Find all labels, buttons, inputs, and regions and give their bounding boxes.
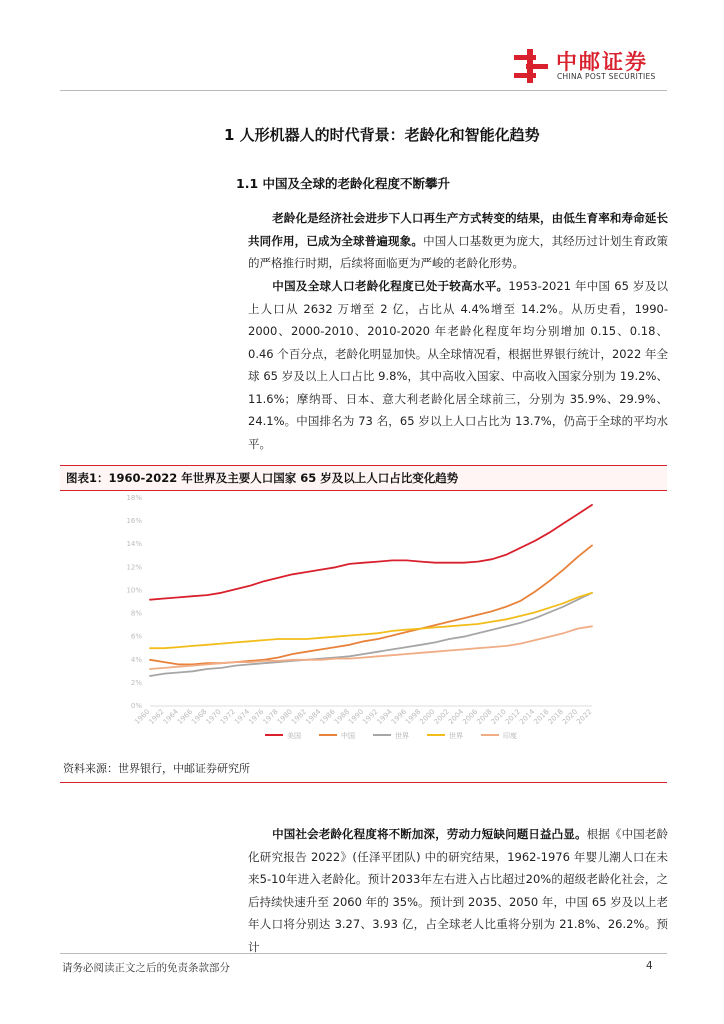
x-tick-label: 1966 [175, 707, 195, 727]
y-tick-label: 10% [126, 586, 142, 595]
footer-disclaimer: 请务必阅读正文之后的免责条款部分 [62, 962, 230, 974]
legend-label: 印度 [503, 732, 517, 740]
paragraph-body: 根据《中国老龄化研究报告 2022》(任泽平团队) 中的研究结果，1962-1976 年婴儿潮人口在未来5-10年进入老龄化。预计2033年左右进入占比超过20%的超级老龄化社会，之后持续快速升至 2060 年的 35%。预计到 2035、2050 年，中国 65 岁及以上老年人口将分别达 3.27、3.93 亿，占全球老人比重将分别为 21.8%、26.2%。预计 [248, 827, 669, 954]
x-tick-label: 2010 [489, 707, 508, 727]
x-tick-label: 1994 [375, 707, 394, 727]
x-tick-label: 1990 [347, 707, 366, 727]
legend-label: 美国 [287, 732, 301, 740]
paragraph-aging-forecast [248, 823, 668, 958]
aging-trend-line-chart [60, 490, 667, 748]
x-tick-label: 1986 [318, 707, 337, 727]
x-tick-label: 2016 [532, 707, 551, 727]
china-post-logo-icon [512, 47, 550, 85]
x-tick-label: 2000 [418, 707, 437, 727]
x-tick-label: 1964 [161, 707, 180, 727]
legend-label: 中国 [341, 732, 355, 740]
paragraph-lead: 中国及全球人口老龄化程度已处于较高水平。 [272, 279, 509, 293]
y-tick-label: 0% [130, 702, 142, 710]
x-tick-label: 1988 [332, 707, 352, 727]
paragraph-lead: 中国社会老龄化程度将不断加深，劳动力短缺问题日益凸显。 [272, 827, 587, 841]
x-tick-label: 1978 [261, 707, 280, 727]
paragraph-aging-level [248, 275, 668, 455]
x-tick-label: 1972 [218, 707, 237, 727]
x-tick-label: 1984 [304, 707, 323, 727]
x-tick-label: 1974 [232, 707, 252, 727]
x-tick-label: 2008 [475, 707, 494, 727]
x-tick-label: 2020 [560, 707, 580, 727]
x-tick-label: 1992 [361, 707, 380, 727]
source-divider [60, 782, 667, 783]
x-tick-label: 2004 [446, 707, 466, 727]
logo-text-cn: 中邮证券 [556, 50, 648, 74]
x-tick-label: 1998 [404, 707, 423, 727]
paragraph-body: 1953-2021 年中国 65 岁及以上人口从 2632 万增至 2 亿，占比从 4.4%增至 14.2%。从历史看，1990-2000、2000-2010、2010-2020 年老龄化程度年均分别增加 0.15、0.18、0.46 个百分点，老龄化明显加快。从全球情况看，根据世界银行统计，2022 年全球 65 岁及以上人口占比 9.8%，其中高收入国家、中高收入国家分别为 19.2%、11.6%；摩纳哥、日本、意大利老龄化居全球前三，分别为 35.9%、29.9%、24.1%。中国排名为 73 名，65 岁以上人口占比为 13.7%，仍高于全球的平均水平。 [248, 279, 668, 451]
y-tick-label: 8% [130, 609, 142, 618]
page-number: 4 [646, 960, 653, 972]
paragraph-body: 中国人口基数更为庞大，其经历过计划生育政策的严格推行时期，后续将面临更为严峻的老龄化形势。 [248, 233, 669, 270]
y-tick-label: 14% [126, 540, 142, 549]
logo-text-en: CHINA POST SECURITIES [557, 72, 656, 81]
x-tick-label: 2014 [518, 707, 537, 727]
paragraph-aging-cause [248, 207, 668, 275]
series-line [150, 505, 592, 600]
x-tick-label: 1996 [389, 707, 409, 727]
legend-label: 世界 [449, 732, 463, 740]
x-tick-label: 1980 [275, 707, 294, 727]
x-tick-label: 2006 [461, 707, 480, 727]
header-divider [60, 90, 667, 91]
x-tick-label: 1982 [289, 707, 309, 727]
x-tick-label: 1970 [204, 707, 223, 727]
x-tick-label: 2012 [503, 707, 523, 727]
legend-label: 世界 [395, 732, 409, 740]
y-tick-label: 12% [126, 563, 142, 572]
y-tick-label: 4% [130, 655, 142, 664]
y-tick-label: 18% [126, 494, 142, 502]
x-tick-label: 1976 [247, 707, 266, 727]
y-tick-label: 6% [130, 632, 142, 641]
subsection-heading: 1.1 中国及全球的老龄化程度不断攀升 [236, 176, 450, 191]
paragraph-lead: 老龄化是经济社会进步下人口再生产方式转变的结果，由低生育率和寿命延长共同作用，已成为全球普遍现象。 [248, 211, 668, 248]
y-tick-label: 2% [130, 678, 142, 687]
series-line [150, 545, 592, 664]
x-tick-label: 2018 [546, 707, 565, 727]
x-tick-label: 1968 [190, 707, 209, 727]
x-tick-label: 1960 [133, 707, 152, 727]
figure-title: 图表1：1960-2022 年世界及主要人口国家 65 岁及以上人口占比变化趋势 [66, 471, 459, 485]
figure-source: 资料来源：世界银行，中邮证券研究所 [63, 762, 250, 775]
section-heading: 1 人形机器人的时代背景：老龄化和智能化趋势 [224, 126, 540, 144]
x-tick-label: 2022 [575, 707, 594, 727]
y-tick-label: 16% [126, 517, 142, 526]
x-tick-label: 2002 [432, 707, 451, 727]
x-tick-label: 1962 [147, 707, 166, 727]
footer-divider [60, 953, 667, 954]
